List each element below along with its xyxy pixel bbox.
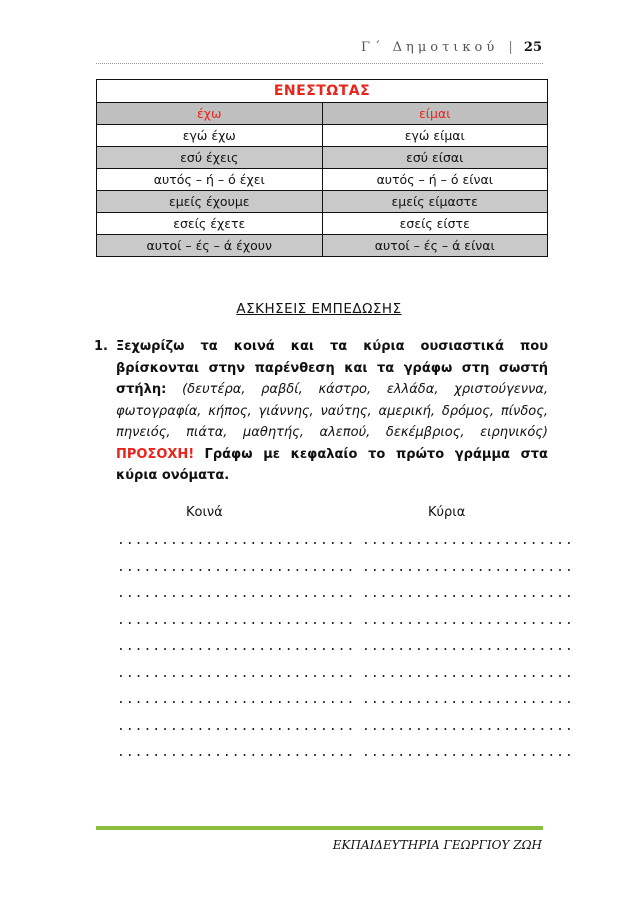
table-row: [97, 169, 548, 191]
common-noun-line[interactable]: ...........................: [117, 665, 356, 681]
table-row: [97, 147, 548, 169]
table-cell-echo: αυτός – ή – ό έχει: [97, 169, 323, 191]
exercise-body: [116, 336, 548, 487]
proper-noun-line[interactable]: ........................: [362, 745, 574, 760]
header-rule: [96, 63, 543, 64]
footer-rule: [96, 826, 543, 830]
proper-noun-line[interactable]: ........................: [362, 718, 574, 734]
table-cell-echo: αυτοί – ές – ά έχουν: [97, 235, 323, 257]
table-cell-echo: εγώ έχω: [97, 125, 323, 147]
table-cell-echo: εμείς έχουμε: [97, 191, 323, 213]
table-cell-eimai: αυτός – ή – ό είναι: [322, 169, 548, 191]
common-noun-line[interactable]: ...........................: [117, 559, 356, 575]
column-header-echo: έχω: [97, 103, 323, 125]
exercises-title: ΑΣΚΗΣΕΙΣ ΕΜΠΕΔΩΣΗΣ: [236, 301, 402, 317]
table-cell-eimai: αυτοί – ές – ά είναι: [322, 235, 548, 257]
exercise-instruction: Ξεχωρίζω τα κοινά και τα κύρια ουσιαστικά που βρίσκονται στην παρένθεση και τα γράφω στη σωστή στήλη:: [116, 339, 548, 397]
table-row: [97, 235, 548, 257]
table-row: [97, 191, 548, 213]
exercise-number: 1.: [94, 339, 108, 354]
common-noun-line[interactable]: ...........................: [117, 533, 356, 548]
common-noun-line[interactable]: ...........................: [117, 745, 356, 760]
proper-noun-line[interactable]: ........................: [362, 559, 574, 575]
header-title: Γ΄ Δημοτικού: [360, 40, 499, 55]
column-header-eimai: είμαι: [322, 103, 548, 125]
table-header-row: [97, 103, 548, 125]
warning-label: ΠΡΟΣΟΧΗ!: [116, 446, 195, 462]
proper-nouns-heading: Κύρια: [428, 505, 466, 520]
common-noun-line[interactable]: ...........................: [117, 639, 356, 654]
conjugation-table: [96, 79, 548, 257]
exercise-1: [94, 336, 548, 487]
proper-noun-line[interactable]: ........................: [362, 612, 574, 628]
table-row: [97, 213, 548, 235]
table-cell-eimai: εσύ είσαι: [322, 147, 548, 169]
page-number: 25: [523, 40, 542, 55]
proper-noun-line[interactable]: ........................: [362, 533, 574, 548]
table-row: [97, 125, 548, 147]
table-cell-echo: εσείς έχετε: [97, 213, 323, 235]
common-noun-line[interactable]: ...........................: [117, 718, 356, 734]
table-cell-eimai: εγώ είμαι: [322, 125, 548, 147]
table-cell-echo: εσύ έχεις: [97, 147, 323, 169]
proper-noun-line[interactable]: ........................: [362, 692, 574, 707]
table-cell-eimai: εσείς είστε: [322, 213, 548, 235]
page-header: [361, 40, 542, 55]
common-noun-line[interactable]: ...........................: [117, 586, 356, 601]
exercise-word-list: (δευτέρα, ραβδί, κάστρο, ελλάδα, χριστούγεννα, φωτογραφία, κήπος, γιάννης, ναύτης, αμερική, δρόμος, πίνδος, πηνειός, πιάτα, μαθητής, αλεπού, δεκέμβριος, ειρηνικός): [116, 382, 548, 440]
proper-noun-line[interactable]: ........................: [362, 665, 574, 681]
warning-text: Γράφω με κεφαλαίο το πρώτο γράμμα στα κύρια ονόματα.: [116, 446, 548, 483]
table-cell-eimai: εμείς είμαστε: [322, 191, 548, 213]
proper-noun-line[interactable]: ........................: [362, 639, 574, 654]
footer-author: ΕΚΠΑΙΔΕΥΤΗΡΙΑ ΓΕΩΡΓΙΟΥ ΖΩΗ: [332, 838, 542, 852]
common-nouns-heading: Κοινά: [186, 505, 223, 520]
table-title: ΕΝΕΣΤΩΤΑΣ: [97, 80, 548, 103]
common-noun-line[interactable]: ...........................: [117, 692, 356, 707]
header-separator: |: [508, 40, 513, 55]
proper-noun-line[interactable]: ........................: [362, 586, 574, 601]
common-noun-line[interactable]: ...........................: [117, 612, 356, 628]
